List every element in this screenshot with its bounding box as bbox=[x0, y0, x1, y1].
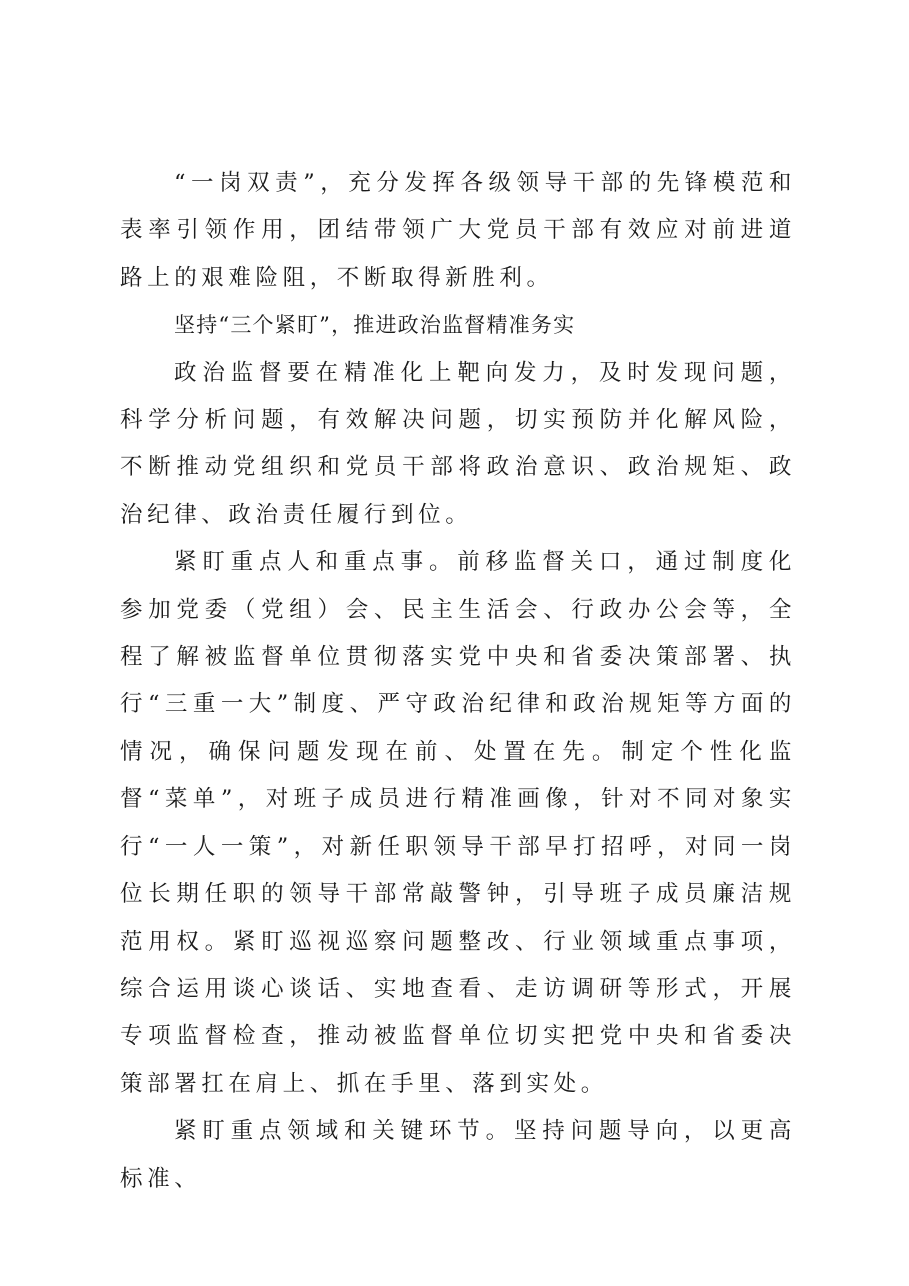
paragraph-key-areas: 紧盯重点领域和关键环节。坚持问题导向，以更高标准、 bbox=[120, 1118, 796, 1192]
paragraph-key-people: 紧盯重点人和重点事。前移监督关口，通过制度化参加党委（党组）会、民主生活会、行政办公会等，全程了解被监督单位贯彻落实党中央和省委决策部署、执行“三重一大”制度、严守政治纪律和政治规矩等方面的情况，确保问题发现在前、处置在先。制定个性化监督“菜单”，对班子成员进行精准画像，针对不同对象实行“一人一策”，对新任职领导干部早打招呼，对同一岗位长期任职的领导干部常敲警钟，引导班子成员廉洁规范用权。紧盯巡视巡察问题整改、行业领域重点事项，综合运用谈心谈话、实地查看、走访调研等形式，开展专项监督检查，推动被监督单位切实把党中央和省委决策部署扛在肩上、抓在手里、落到实处。 bbox=[120, 549, 796, 1097]
paragraph-intro: 政治监督要在精准化上靶向发力，及时发现问题，科学分析问题，有效解决问题，切实预防并化解风险，不断推动党组织和党员干部将政治意识、政治规矩、政治纪律、政治责任履行到位。 bbox=[120, 359, 796, 528]
section-heading: 坚持“三个紧盯”，推进政治监督精准务实 bbox=[174, 313, 576, 338]
paragraph-continuation: “一岗双责”，充分发挥各级领导干部的先锋模范和表率引领作用，团结带领广大党员干部有效应对前进道路上的艰难险阻，不断取得新胜利。 bbox=[120, 170, 796, 291]
document-body bbox=[120, 160, 796, 1203]
